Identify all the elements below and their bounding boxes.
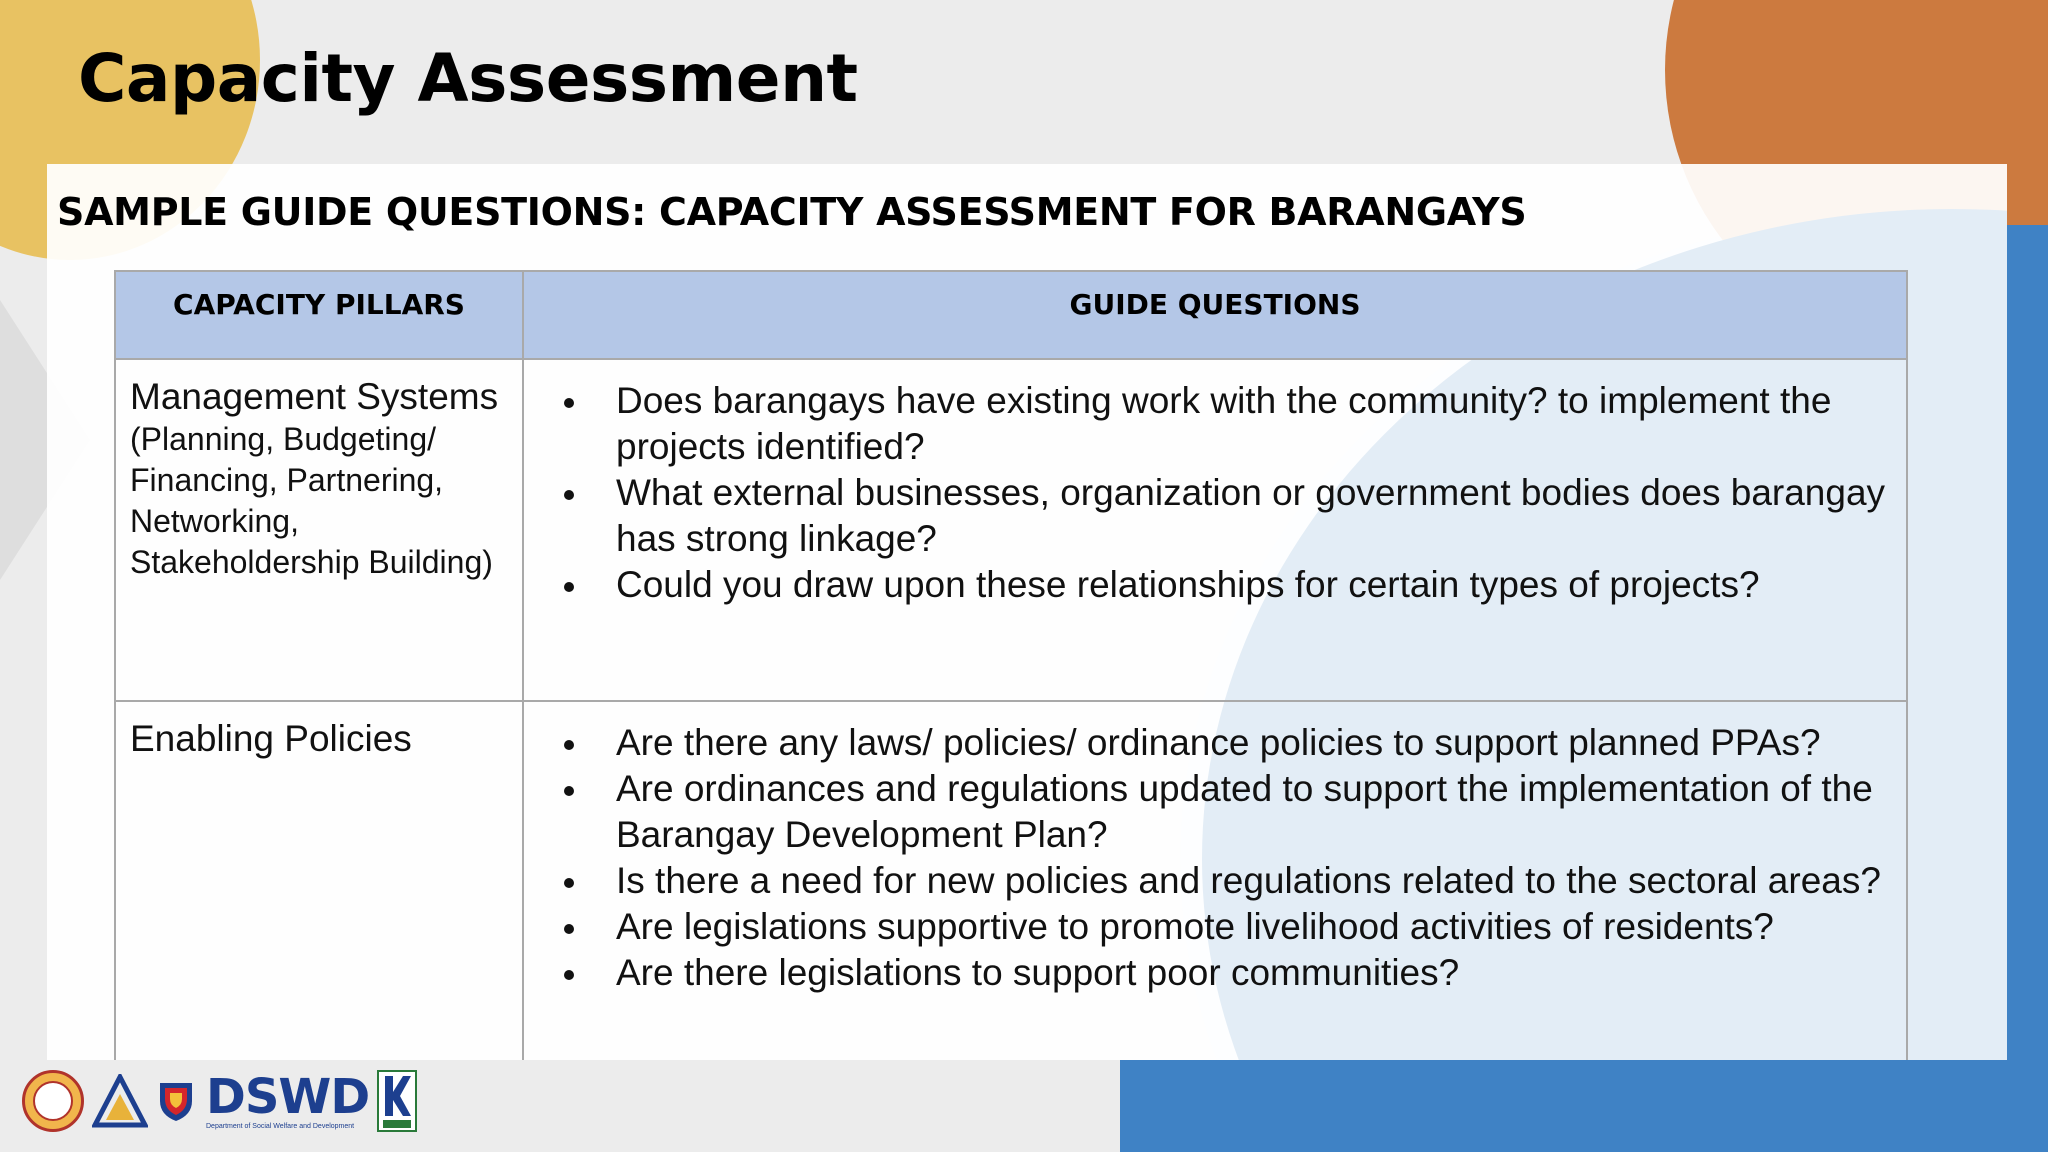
list-item: Could you draw upon these relationships for certain types of projects? bbox=[524, 562, 1886, 608]
list-item: Are there any laws/ policies/ ordinance policies to support planned PPAs? bbox=[524, 720, 1886, 766]
pillar-detail: (Planning, Budgeting/ Financing, Partnering, Networking, Stakeholdership Building) bbox=[130, 421, 493, 580]
footer-logos bbox=[22, 1066, 417, 1136]
k-logo-icon bbox=[377, 1070, 417, 1132]
question-list bbox=[524, 702, 1906, 996]
questions-cell bbox=[523, 359, 1907, 701]
list-item: Are legislations supportive to promote livelihood activities of residents? bbox=[524, 904, 1886, 950]
list-item: Is there a need for new policies and regulations related to the sectoral areas? bbox=[524, 858, 1886, 904]
triangle-logo-icon bbox=[92, 1074, 148, 1128]
question-list bbox=[524, 360, 1906, 608]
pillar-name: Management Systems bbox=[130, 376, 499, 417]
pillar-cell bbox=[115, 359, 523, 701]
guide-questions-table bbox=[114, 270, 1908, 1060]
dswd-text: DSWD bbox=[206, 1068, 370, 1125]
dilg-seal-icon bbox=[22, 1070, 84, 1132]
list-item: What external businesses, organization or government bodies does barangay has strong linkage? bbox=[524, 470, 1886, 562]
questions-cell bbox=[523, 701, 1907, 1060]
panel-heading: SAMPLE GUIDE QUESTIONS: CAPACITY ASSESSMENT FOR BARANGAYS bbox=[57, 190, 1527, 234]
content-panel bbox=[47, 164, 2007, 1060]
pillar-name: Enabling Policies bbox=[130, 718, 412, 759]
shield-logo-icon bbox=[156, 1079, 196, 1123]
table-row bbox=[115, 701, 1907, 1060]
list-item: Does barangays have existing work with the community? to implement the projects identified? bbox=[524, 378, 1886, 470]
dswd-wordmark bbox=[206, 1068, 370, 1130]
slide-title: Capacity Assessment bbox=[78, 40, 858, 117]
table-header-row bbox=[115, 271, 1907, 359]
table-row bbox=[115, 359, 1907, 701]
pillar-cell bbox=[115, 701, 523, 1060]
list-item: Are there legislations to support poor communities? bbox=[524, 950, 1886, 996]
column-header-guide-questions: GUIDE QUESTIONS bbox=[523, 271, 1907, 359]
dswd-subtitle: Department of Social Welfare and Development bbox=[206, 1122, 355, 1130]
background-blue-bar bbox=[1120, 1060, 2048, 1152]
list-item: Are ordinances and regulations updated to support the implementation of the Barangay Development Plan? bbox=[524, 766, 1886, 858]
column-header-capacity-pillars: CAPACITY PILLARS bbox=[115, 271, 523, 359]
